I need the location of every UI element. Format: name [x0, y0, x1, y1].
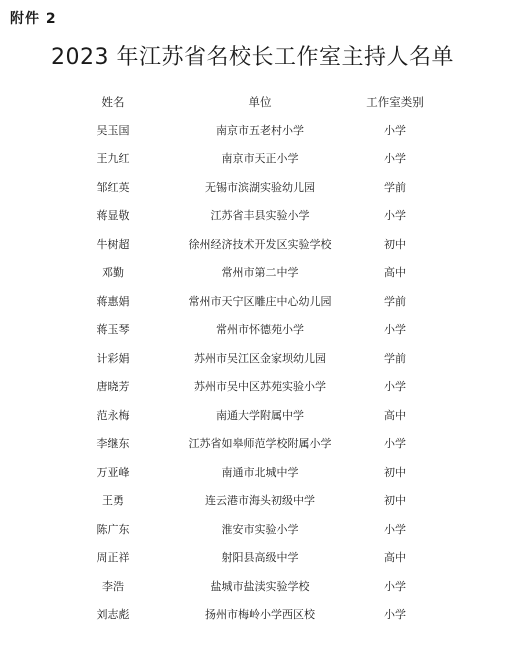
unit-cell: 徐州经济技术开发区实验学校 [188, 237, 332, 251]
name-cell: 蒋玉琴 [96, 323, 130, 336]
type-cell: 高中 [384, 551, 406, 564]
name-cell: 万亚峰 [96, 465, 130, 479]
table-row [0, 402, 505, 431]
type-cell: 小学 [384, 579, 406, 593]
table-row [0, 487, 505, 516]
name-cell: 邹红英 [96, 180, 130, 194]
type-cell: 小学 [384, 323, 406, 336]
unit-cell: 江苏省丰县实验小学 [210, 209, 310, 222]
type-cell: 小学 [384, 123, 406, 137]
name-cell: 唐晓芳 [96, 380, 130, 393]
table-row [0, 430, 505, 459]
unit-cell: 江苏省如皋师范学校附属小学 [188, 437, 332, 450]
type-cell: 小学 [384, 380, 406, 393]
type-cell: 学前 [384, 294, 406, 308]
header-type: 工作室类别 [366, 95, 424, 109]
header-unit: 单位 [248, 95, 272, 109]
name-cell: 陈广东 [96, 522, 130, 536]
table-body [0, 117, 505, 630]
table-row [0, 459, 505, 488]
name-cell: 周正祥 [96, 551, 130, 564]
attachment-label: 附件 2 [10, 11, 57, 27]
name-cell: 李继东 [96, 437, 130, 450]
table-row [0, 259, 505, 288]
unit-cell: 射阳县高级中学 [221, 551, 299, 564]
table-row [0, 345, 505, 374]
principal-list-table [0, 88, 505, 630]
table-row [0, 516, 505, 545]
name-cell: 计彩娟 [96, 351, 130, 365]
unit-cell: 无锡市滨湖实验幼儿园 [205, 180, 315, 194]
type-cell: 初中 [384, 465, 406, 479]
unit-cell: 常州市第二中学 [221, 266, 299, 279]
table-header-row [0, 88, 505, 117]
table-row [0, 544, 505, 573]
table-row [0, 601, 505, 630]
header-name: 姓名 [101, 95, 125, 109]
name-cell: 牛树超 [96, 237, 130, 251]
table-row [0, 231, 505, 260]
unit-cell: 南通大学附属中学 [216, 408, 304, 422]
unit-cell: 连云港市海头初级中学 [205, 494, 315, 507]
name-cell: 蒋显敬 [96, 209, 130, 222]
type-cell: 小学 [384, 152, 406, 165]
unit-cell: 盐城市盐渎实验学校 [210, 579, 310, 593]
type-cell: 初中 [384, 494, 406, 507]
table-row [0, 202, 505, 231]
name-cell: 吴玉国 [96, 123, 130, 137]
table-row [0, 316, 505, 345]
unit-cell: 苏州市吴中区苏苑实验小学 [194, 380, 326, 393]
type-cell: 小学 [384, 209, 406, 222]
name-cell: 李浩 [102, 579, 124, 593]
unit-cell: 扬州市梅岭小学西区校 [205, 608, 315, 621]
unit-cell: 南京市五老村小学 [216, 123, 304, 137]
table-row [0, 145, 505, 174]
unit-cell: 常州市怀德苑小学 [216, 323, 304, 336]
type-cell: 小学 [384, 437, 406, 450]
unit-cell: 淮安市实验小学 [221, 522, 299, 536]
name-cell: 蒋惠娟 [96, 294, 130, 308]
type-cell: 高中 [384, 266, 406, 279]
name-cell: 刘志彪 [96, 608, 130, 621]
type-cell: 小学 [384, 608, 406, 621]
unit-cell: 常州市天宁区雕庄中心幼儿园 [188, 294, 332, 308]
unit-cell: 南通市北城中学 [221, 465, 299, 479]
name-cell: 王勇 [102, 494, 124, 507]
type-cell: 初中 [384, 237, 406, 251]
document-title: 2023 年江苏省名校长工作室主持人名单 [51, 45, 454, 70]
table-row [0, 573, 505, 602]
table-row [0, 174, 505, 203]
table-row [0, 288, 505, 317]
type-cell: 小学 [384, 522, 406, 536]
table-row [0, 117, 505, 146]
type-cell: 高中 [384, 408, 406, 422]
table-row [0, 373, 505, 402]
name-cell: 邓勤 [102, 266, 124, 279]
type-cell: 学前 [384, 180, 406, 194]
unit-cell: 南京市天正小学 [221, 152, 299, 165]
name-cell: 王九红 [96, 152, 130, 165]
type-cell: 学前 [384, 351, 406, 365]
name-cell: 范永梅 [96, 408, 130, 422]
unit-cell: 苏州市吴江区金家坝幼儿园 [194, 351, 326, 365]
